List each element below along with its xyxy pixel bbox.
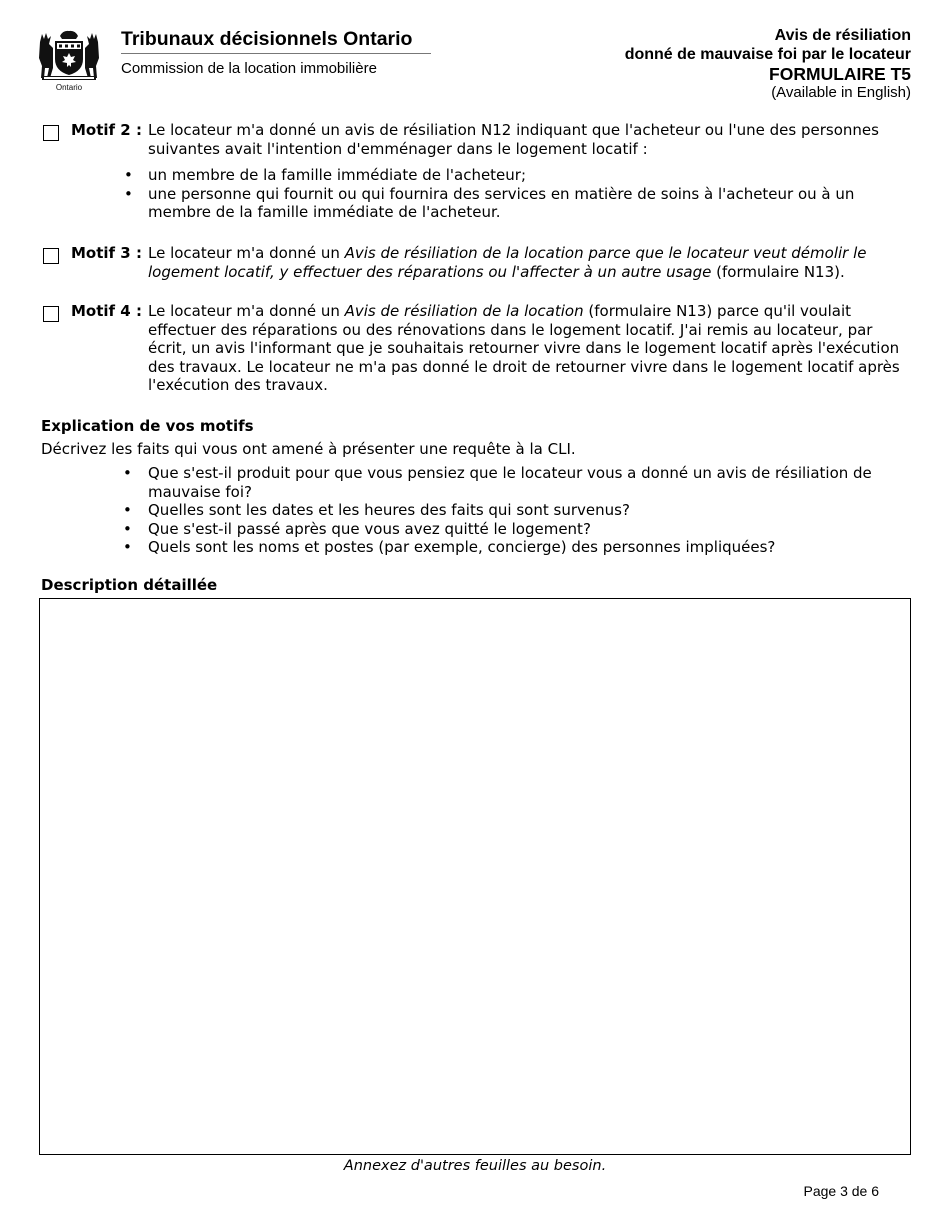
explanation-intro: Décrivez les faits qui vous ont amené à présenter une requête à la CLI. [41,440,576,458]
explanation-bullet-list [148,464,888,557]
list-item: • Quelles sont les dates et les heures des faits qui sont survenus? [148,501,888,520]
motif-4 [43,302,913,395]
attach-sheets-note: Annexez d'autres feuilles au besoin. [343,1158,607,1174]
header-divider [121,53,431,54]
motif-3-text-after: (formulaire N13). [711,262,845,281]
page-number: Page 3 de 6 [803,1183,879,1199]
available-in-english: (Available in English) [771,84,911,101]
motif-4-text-before: Le locateur m'a donné un [148,302,345,320]
list-item: • Que s'est-il passé après que vous avez quitté le logement? [148,520,888,539]
motif-4-form-title: Avis de résiliation de la location [344,302,584,320]
organization-name: Tribunaux décisionnels Ontario [121,28,413,50]
explanation-heading: Explication de vos motifs [41,417,254,435]
logo-caption: Ontario [55,83,83,92]
motif-3 [43,244,913,281]
motif-3-text [148,244,913,281]
detailed-description-textarea[interactable] [39,598,911,1155]
motif-3-label: Motif 3 : [71,244,142,262]
list-item: • Quels sont les noms et postes (par exemple, concierge) des personnes impliquées? [148,538,888,557]
page-header [0,0,950,100]
motif-2-checkbox[interactable] [43,125,59,141]
list-item: • une personne qui fournit ou qui fournira des services en matière de soins à l'acheteur ou à un membre de la famille immédiate de l'acheteur. [148,185,913,222]
motif-2 [43,121,913,222]
description-heading: Description détaillée [41,576,218,594]
motif-3-text-before: Le locateur m'a donné un [148,244,345,262]
motif-4-text-after: (formulaire N13) parce qu'il voulait effectuer des réparations ou des rénovations dans le logement locatif. J'ai remis au locateur, par écrit, un avis l'informant que je souhaitais retourner vivre dans le logement locatif après l'exécution des travaux. Le locateur ne m'a pas donné le droit de retourner vivre dans le logement locatif après l'exécution des travaux. [148,302,900,394]
form-title-line2: donné de mauvaise foi par le locateur [624,46,911,63]
list-item: • un membre de la famille immédiate de l'acheteur; [148,166,913,185]
form-title-block [625,26,911,101]
form-title-line1: Avis de résiliation [774,27,911,44]
organization-block [121,28,431,77]
motif-4-checkbox[interactable] [43,306,59,322]
motif-2-label: Motif 2 : [71,121,142,139]
motif-2-bullet-list [148,166,913,222]
motif-4-label: Motif 4 : [71,302,142,320]
ontario-coat-of-arms-logo [36,26,102,92]
form-code: FORMULAIRE T5 [769,64,911,84]
list-item: • Que s'est-il produit pour que vous pensiez que le locateur vous a donné un avis de résiliation de mauvaise foi? [148,464,888,501]
motif-2-text: Le locateur m'a donné un avis de résiliation N12 indiquant que l'acheteur ou l'une des personnes suivantes avait l'intention d'emménager dans le logement locatif : [148,121,879,158]
motif-3-checkbox[interactable] [43,248,59,264]
motif-3-form-title: Avis de résiliation de la location parce que le locateur veut démolir le logement locatif, y effectuer des réparations ou l'affecter à un autre usage [148,244,867,281]
organization-subtitle: Commission de la location immobilière [121,60,377,77]
motif-4-text [148,302,913,395]
